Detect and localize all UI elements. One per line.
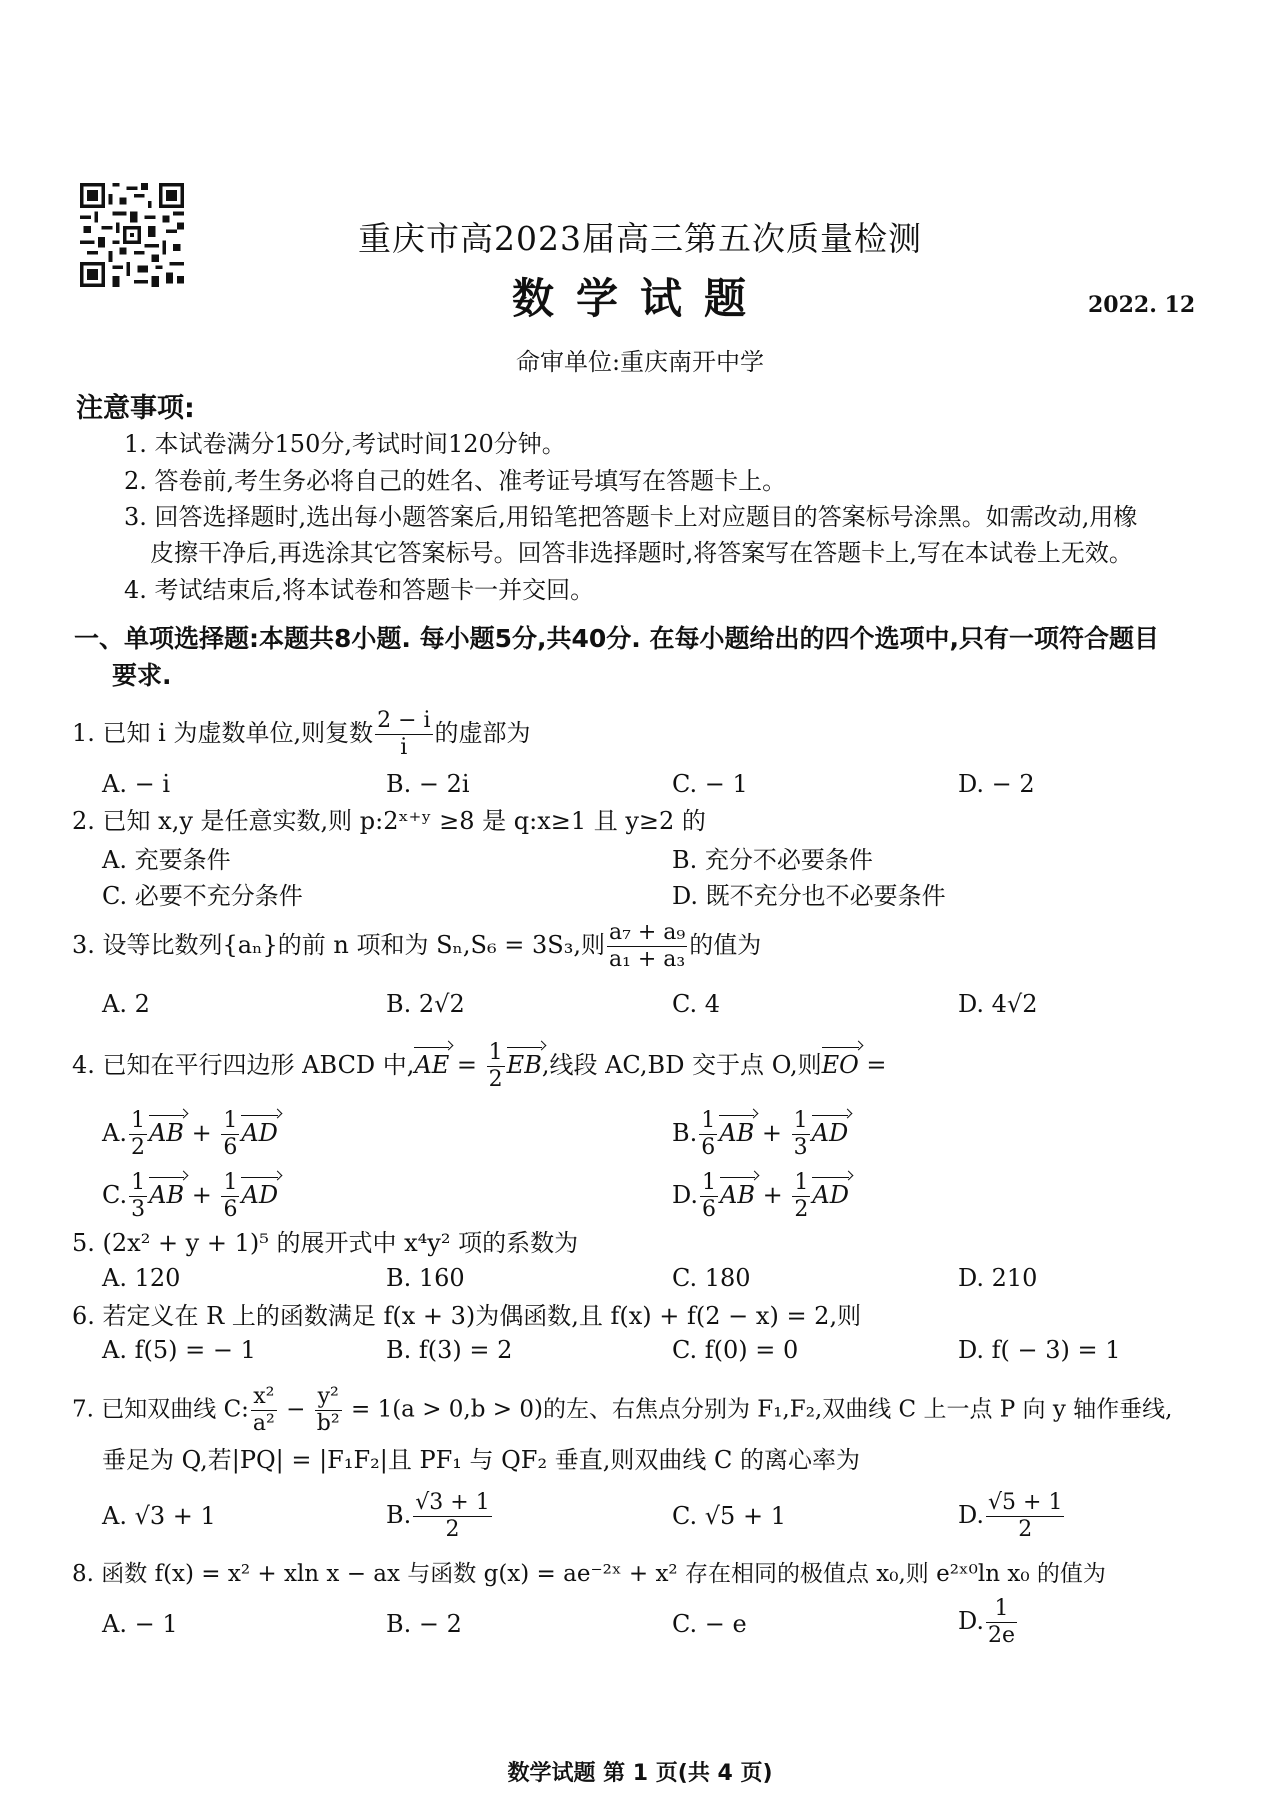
- q1-option-a: A. − i: [102, 770, 171, 798]
- q4-b-frac1-num: 1: [701, 1108, 716, 1133]
- q1-option-c: C. − 1: [672, 770, 748, 798]
- q7-stem-pre: 7. 已知双曲线 C:: [72, 1396, 249, 1423]
- q4-option-c-label: C.: [102, 1181, 128, 1209]
- q4-c-frac2: [221, 1170, 239, 1223]
- q1-fraction-denominator: i: [400, 735, 408, 760]
- q2-option-c: C. 必要不充分条件: [102, 882, 303, 910]
- q4-d-frac1-num: 1: [702, 1170, 717, 1195]
- q3-option-b: B. 2√2: [386, 990, 465, 1018]
- question-1: [72, 708, 531, 761]
- notice-title: 注意事项:: [76, 393, 195, 424]
- q4-b-vector-ab: AB: [719, 1119, 755, 1147]
- q7-option-b-den: 2: [445, 1517, 460, 1542]
- q4-stem-pre: 4. 已知在平行四边形 ABCD 中,: [72, 1051, 415, 1079]
- q1-stem-pre: 1. 已知 i 为虚数单位,则复数: [72, 719, 374, 747]
- q4-option-b: [672, 1108, 848, 1161]
- question-8: 8. 函数 f(x) = x² + xln x − ax 与函数 g(x) = ae⁻²ˣ + x² 存在相同的极值点 x₀,则 e²ˣ⁰ln x₀ 的值为: [72, 1561, 1106, 1587]
- section1-heading: 一、单项选择题:本题共8小题. 每小题5分,共40分. 在每小题给出的四个选项中,只有一项符合题目: [74, 624, 1159, 653]
- q5-option-c: C. 180: [672, 1264, 751, 1292]
- q7-option-b: [386, 1490, 494, 1543]
- q5-option-a: A. 120: [102, 1264, 181, 1292]
- q4-vector-eo: EO: [821, 1051, 859, 1079]
- q8-option-d-label: D.: [958, 1607, 985, 1635]
- q6-option-c: C. f(0) = 0: [672, 1336, 799, 1364]
- q8-option-a: A. − 1: [102, 1610, 178, 1638]
- q3-fraction-denominator: a₁ + a₃: [608, 947, 686, 972]
- q4-option-a-label: A.: [102, 1119, 127, 1147]
- q4-d-vector-ad: AD: [812, 1181, 849, 1209]
- q4-b-vector-ad: AD: [811, 1119, 849, 1147]
- q4-option-a: [102, 1108, 278, 1161]
- q4-option-d: [672, 1170, 849, 1223]
- q1-fraction-numerator: 2 − i: [377, 708, 431, 733]
- section1-heading-cont: 要求.: [112, 661, 172, 690]
- notice-item-3: 3. 回答选择题时,选出每小题答案后,用铅笔把答题卡上对应题目的答案标号涂黑。如需改动,用橡: [124, 503, 1138, 531]
- q4-vector-ae: AE: [414, 1051, 450, 1079]
- q1-option-d: D. − 2: [958, 770, 1035, 798]
- q4-equals: =: [449, 1051, 485, 1079]
- q4-a-frac2: [221, 1108, 239, 1161]
- notice-item-2: 2. 答卷前,考生务必将自己的姓名、准考证号填写在答题卡上。: [124, 467, 787, 495]
- question-3: [72, 920, 761, 973]
- q4-d-plus: +: [754, 1181, 791, 1209]
- q4-a-frac2-den: 6: [223, 1135, 238, 1160]
- q4-d-frac2-num: 1: [794, 1170, 809, 1195]
- q7-fraction-x-den: a²: [252, 1411, 275, 1436]
- q7-fraction-y-den: b²: [316, 1411, 340, 1436]
- q4-option-d-label: D.: [672, 1181, 699, 1209]
- q4-b-frac1: [699, 1108, 717, 1161]
- q4-c-frac1-den: 3: [131, 1197, 146, 1222]
- q4-d-frac1: [700, 1170, 718, 1223]
- q4-fraction-numerator: 1: [488, 1040, 503, 1065]
- page-footer: 数学试题 第 1 页(共 4 页): [507, 1761, 773, 1786]
- q2-option-b: B. 充分不必要条件: [672, 846, 873, 874]
- q8-option-d: [958, 1596, 1019, 1649]
- q4-a-frac2-num: 1: [223, 1108, 238, 1133]
- q4-b-frac2: [792, 1108, 810, 1161]
- q7-option-c: C. √5 + 1: [672, 1502, 786, 1530]
- q1-option-b: B. − 2i: [386, 770, 470, 798]
- q4-d-vector-ab: AB: [720, 1181, 755, 1209]
- q7-option-b-num: √3 + 1: [415, 1490, 490, 1515]
- q7-minus: −: [278, 1396, 313, 1423]
- q4-option-c: [102, 1170, 278, 1223]
- q2-option-d: D. 既不充分也不必要条件: [672, 882, 946, 910]
- q7-stem-line2: 垂足为 Q,若|PQ| = |F₁F₂|且 PF₁ 与 QF₂ 垂直,则双曲线 C 的离心率为: [102, 1446, 860, 1474]
- q4-stem-end: =: [858, 1051, 887, 1079]
- q7-option-b-frac: [413, 1490, 491, 1543]
- q4-c-vector-ab: AB: [149, 1181, 185, 1209]
- q7-option-d-label: D.: [958, 1501, 985, 1529]
- q7-option-b-label: B.: [386, 1501, 412, 1529]
- q4-vector-eb: EB: [506, 1051, 542, 1079]
- q5-option-b: B. 160: [386, 1264, 465, 1292]
- notice-item-3-cont: 皮擦干净后,再选涂其它答案标号。回答非选择题时,将答案写在答题卡上,写在本试卷上无效。: [150, 539, 1133, 567]
- exam-title-line2: 数学试题: [511, 274, 768, 323]
- q6-option-d: D. f( − 3) = 1: [958, 1336, 1121, 1364]
- q7-option-d: [958, 1490, 1066, 1543]
- q3-option-a: A. 2: [102, 990, 150, 1018]
- q4-option-b-label: B.: [672, 1119, 698, 1147]
- q3-stem-pre: 3. 设等比数列{aₙ}的前 n 项和为 Sₙ,S₆ = 3S₃,则: [72, 931, 605, 959]
- q1-stem-post: 的虚部为: [434, 719, 531, 747]
- exam-unit: 命审单位:重庆南开中学: [515, 348, 765, 376]
- q8-option-d-num: 1: [986, 1596, 1017, 1623]
- exam-date: 2022. 12: [1088, 292, 1196, 318]
- q4-a-frac1: [129, 1108, 147, 1161]
- q4-a-frac1-den: 2: [130, 1135, 145, 1160]
- q4-c-frac1-num: 1: [131, 1170, 146, 1195]
- q3-fraction: [607, 920, 687, 973]
- q5-option-d: D. 210: [958, 1264, 1038, 1292]
- question-4: [72, 1040, 887, 1093]
- q8-option-d-den: 2e: [988, 1623, 1016, 1648]
- q7-stem-post: = 1(a > 0,b > 0)的左、右焦点分别为 F₁,F₂,双曲线 C 上一点 P 向 y 轴作垂线,: [343, 1396, 1173, 1423]
- q8-option-c: C. − e: [672, 1610, 747, 1638]
- q7-fraction-x-num: x²: [251, 1384, 277, 1411]
- q7-fraction-y: [315, 1384, 342, 1437]
- q7-option-d-num: √5 + 1: [988, 1490, 1063, 1515]
- question-6: 6. 若定义在 R 上的函数满足 f(x + 3)为偶函数,且 f(x) + f(2 − x) = 2,则: [72, 1302, 862, 1330]
- q4-a-frac1-num: 1: [130, 1108, 145, 1133]
- q4-c-frac1: [129, 1170, 147, 1223]
- q4-c-frac2-num: 1: [223, 1170, 238, 1195]
- q4-a-vector-ad: AD: [241, 1119, 278, 1147]
- q7-fraction-y-num: y²: [315, 1384, 342, 1411]
- q8-option-b: B. − 2: [386, 1610, 462, 1638]
- q4-a-vector-ab: AB: [148, 1119, 184, 1147]
- q4-b-frac1-den: 6: [701, 1135, 716, 1160]
- q4-a-plus: +: [183, 1119, 220, 1147]
- exam-title-line1: 重庆市高2023届高三第五次质量检测: [358, 219, 922, 258]
- q6-option-b: B. f(3) = 2: [386, 1336, 513, 1364]
- q1-fraction: [375, 708, 432, 761]
- q4-c-plus: +: [184, 1181, 220, 1209]
- q4-fraction-denominator: 2: [488, 1067, 503, 1092]
- q4-stem-mid: ,线段 AC,BD 交于点 O,则: [541, 1051, 822, 1079]
- q7-option-d-frac: [986, 1490, 1064, 1543]
- q4-b-frac2-den: 3: [793, 1135, 808, 1160]
- q4-c-vector-ad: AD: [241, 1181, 279, 1209]
- question-7: [72, 1384, 1172, 1437]
- notice-item-4: 4. 考试结束后,将本试卷和答题卡一并交回。: [124, 576, 595, 604]
- q6-option-a: A. f(5) = − 1: [102, 1336, 256, 1364]
- q3-stem-post: 的值为: [689, 931, 762, 959]
- q4-d-frac1-den: 6: [702, 1197, 717, 1222]
- q7-option-a: A. √3 + 1: [102, 1502, 216, 1530]
- q3-option-d: D. 4√2: [958, 990, 1038, 1018]
- q4-d-frac2-den: 2: [794, 1197, 809, 1222]
- q3-option-c: C. 4: [672, 990, 721, 1018]
- q8-option-d-frac: [986, 1596, 1017, 1649]
- q7-fraction-x: [251, 1384, 277, 1437]
- q4-c-frac2-den: 6: [223, 1197, 238, 1222]
- question-2: 2. 已知 x,y 是任意实数,则 p:2ˣ⁺ʸ ≥8 是 q:x≥1 且 y≥2 的: [72, 807, 706, 835]
- question-5: 5. (2x² + y + 1)⁵ 的展开式中 x⁴y² 项的系数为: [72, 1229, 579, 1257]
- q2-option-a: A. 充要条件: [102, 846, 231, 874]
- q3-fraction-numerator: a₇ + a₉: [608, 920, 686, 945]
- q4-b-frac2-num: 1: [793, 1108, 808, 1133]
- q4-fraction: [487, 1040, 505, 1093]
- q7-option-d-den: 2: [1018, 1517, 1033, 1542]
- q4-d-frac2: [792, 1170, 810, 1223]
- q4-b-plus: +: [754, 1119, 790, 1147]
- notice-item-1: 1. 本试卷满分150分,考试时间120分钟。: [124, 430, 566, 458]
